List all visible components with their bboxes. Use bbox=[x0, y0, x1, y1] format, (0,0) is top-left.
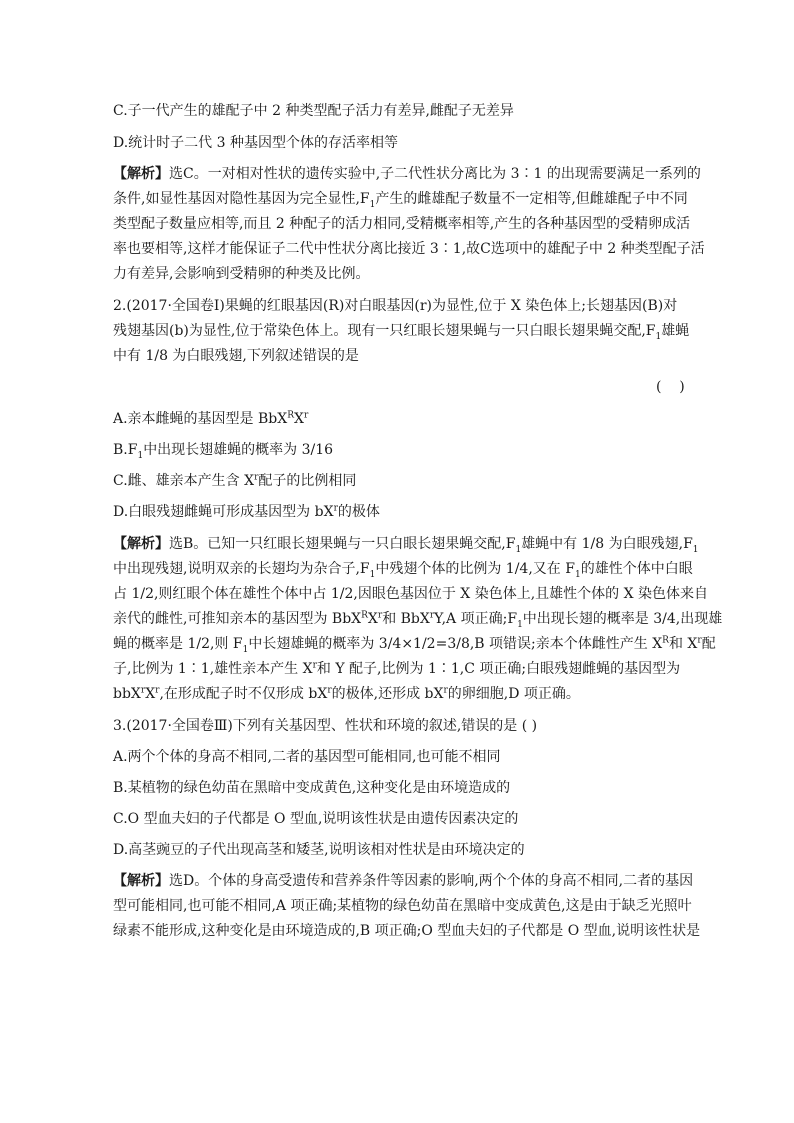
q3-analysis-line: 型可能相同,也可能不相同,A 项正确;某植物的绿色幼苗在黑暗中变成黄色,这是由于缺乏光照叶 bbox=[113, 898, 692, 914]
subscript: 1 bbox=[517, 619, 523, 630]
stem-text: 雄蝇 bbox=[661, 323, 690, 339]
analysis-text: 和 BbX bbox=[382, 611, 430, 627]
analysis-text: 中出现长翅的概率是 3/4,出现雄 bbox=[522, 611, 723, 627]
superscript: r bbox=[697, 635, 702, 646]
q2-analysis-line bbox=[113, 659, 713, 679]
q2-analysis-line bbox=[113, 684, 713, 704]
analysis-text: 的雄性个体中白眼 bbox=[580, 561, 693, 577]
q2-analysis-line bbox=[113, 559, 713, 579]
analysis-text: 选C。一对相对性状的遗传实验中,子二代性状分离比为 3∶1 的出现需要满足一系列的 bbox=[169, 166, 701, 182]
analysis-text: 亲代的雌性,可推知亲本的基因型为 BbX bbox=[113, 611, 362, 627]
superscript: r bbox=[155, 685, 160, 696]
q2-option-c[interactable] bbox=[113, 471, 713, 491]
q1-analysis-line: 力有差异,会影响到受精卵的种类及比例。 bbox=[113, 266, 370, 282]
subscript: 1 bbox=[655, 331, 662, 342]
q2-option-a[interactable] bbox=[113, 409, 713, 429]
analysis-text: 选D。个体的身高受遗传和营养条件等因素的影响,两个个体的身高不相同,二者的基因 bbox=[169, 873, 694, 889]
option-text: D.白眼残翅雌蝇可形成基因型为 bX bbox=[113, 504, 334, 520]
analysis-text: 中出现残翅,说明双亲的长翅均为杂合子,F bbox=[113, 561, 370, 577]
analysis-text: 蝇的概率是 1/2,则 F bbox=[113, 636, 243, 652]
superscript: r bbox=[254, 472, 259, 483]
q3-option-a[interactable]: A.两个个体的身高不相同,二者的基因型可能相同,也可能不相同 bbox=[113, 749, 501, 765]
q3-option-c[interactable]: C.O 型血夫妇的子代都是 O 型血,说明该性状是由遗传因素决定的 bbox=[113, 811, 519, 827]
q2-analysis-line bbox=[113, 634, 716, 655]
q3-stem: 3.(2017·全国卷Ⅲ)下列有关基因型、性状和环境的叙述,错误的是 ( ) bbox=[113, 718, 538, 734]
q2-analysis-line: 占 1/2,则红眼个体在雄性个体中占 1/2,因眼色基因位于 X 染色体上,且雄性个体的 X 染色体来自 bbox=[113, 586, 709, 602]
subscript: 1 bbox=[692, 544, 699, 555]
option-text: 中出现长翅雄蝇的概率为 3/16 bbox=[143, 442, 334, 458]
analysis-text: 产生的雌雄配子数量不一定相等,但雌雄配子中不同 bbox=[375, 191, 688, 207]
subscript: 1 bbox=[369, 569, 376, 580]
analysis-tag: 【解析】 bbox=[113, 873, 169, 889]
analysis-text: 条件,如显性基因对隐性基因为完全显性,F bbox=[113, 191, 370, 207]
q2-stem-line bbox=[113, 321, 713, 341]
analysis-text: 选B。已知一只红眼长翅果蝇与一只白眼长翅果蝇交配,F bbox=[169, 536, 516, 552]
option-text: A.亲本雌蝇的基因型是 BbX bbox=[113, 411, 288, 427]
answer-blank[interactable]: ( ) bbox=[656, 379, 685, 395]
superscript: R bbox=[662, 635, 669, 646]
analysis-text: 的极体,还形成 bX bbox=[331, 686, 444, 702]
subscript: 1 bbox=[137, 450, 144, 461]
q3-analysis-line: 绿素不能形成,这种变化是由环境造成的,B 项正确;O 型血夫妇的子代都是 O 型血,说明该性状是 bbox=[113, 923, 701, 939]
analysis-text: X bbox=[367, 611, 378, 627]
superscript: r bbox=[140, 685, 146, 696]
q1-analysis-line bbox=[113, 189, 713, 209]
q2-stem-line: 2.(2017·全国卷Ⅰ)果蝇的红眼基因(R)对白眼基因(r)为显性,位于 X 染色体上;长翅基因(B)对 bbox=[113, 298, 678, 314]
option-text: 配子的比例相同 bbox=[258, 473, 357, 489]
q3-option-b[interactable]: B.某植物的绿色幼苗在黑暗中变成黄色,这种变化是由环境造成的 bbox=[113, 780, 511, 796]
superscript: R bbox=[361, 610, 368, 621]
analysis-text: X bbox=[145, 686, 156, 702]
superscript: r bbox=[333, 503, 338, 514]
option-text: 的极体 bbox=[337, 504, 380, 520]
q3-analysis-line bbox=[113, 871, 713, 891]
analysis-text: Y,A 项正确;F bbox=[434, 611, 518, 627]
superscript: r bbox=[377, 610, 383, 621]
q1-analysis-line bbox=[113, 164, 713, 184]
superscript: r bbox=[443, 685, 448, 696]
subscript: 1 bbox=[574, 569, 581, 580]
subscript: 1 bbox=[515, 544, 522, 555]
option-text: X bbox=[294, 411, 304, 427]
superscript: r bbox=[303, 410, 309, 421]
subscript: 1 bbox=[242, 644, 249, 655]
analysis-text: 和 Y 配子,比例为 1∶1,C 项正确;白眼残翅雌蝇的基因型为 bbox=[316, 661, 681, 677]
analysis-text: 中长翅雄蝇的概率为 3/4×1/2=3/8,B 项错误;亲本个体雌性产生 X bbox=[248, 636, 663, 652]
q2-analysis-line bbox=[113, 609, 723, 630]
analysis-text: 子,比例为 1∶1,雄性亲本产生 X bbox=[113, 661, 313, 677]
superscript: r bbox=[429, 610, 435, 621]
analysis-text: 配 bbox=[701, 636, 716, 652]
analysis-text: 中残翅个体的比例为 1/4,又在 F bbox=[375, 561, 575, 577]
superscript: R bbox=[287, 410, 295, 421]
analysis-text: 的卵细胞,D 项正确。 bbox=[447, 686, 580, 702]
superscript: r bbox=[327, 685, 332, 696]
analysis-text: 和 X bbox=[668, 636, 698, 652]
analysis-tag: 【解析】 bbox=[113, 166, 169, 182]
analysis-text: bbX bbox=[113, 686, 141, 702]
subscript: 1 bbox=[369, 199, 376, 210]
analysis-text: ,在形成配子时不仅形成 bX bbox=[159, 686, 328, 702]
analysis-tag: 【解析】 bbox=[113, 536, 169, 552]
option-text: B.F bbox=[113, 442, 138, 458]
analysis-text: 雄蝇中有 1/8 为白眼残翅,F bbox=[521, 536, 693, 552]
q1-option-c[interactable]: C.子一代产生的雄配子中 2 种类型配子活力有差异,雌配子无差异 bbox=[113, 103, 514, 119]
q2-option-b[interactable] bbox=[113, 440, 713, 460]
q1-option-d[interactable]: D.统计时子二代 3 种基因型个体的存活率相等 bbox=[113, 135, 398, 151]
q1-analysis-line: 率也要相等,这样才能保证子二代中性状分离比接近 3∶1,故C选项中的雄配子中 2 种类型配子活 bbox=[113, 241, 705, 257]
q2-analysis-line bbox=[113, 534, 713, 554]
q2-stem-line: 中有 1/8 为白眼残翅,下列叙述错误的是 bbox=[113, 348, 359, 364]
option-text: C.雌、雄亲本产生含 X bbox=[113, 473, 255, 489]
q3-option-d[interactable]: D.高茎豌豆的子代出现高茎和矮茎,说明该相对性状是由环境决定的 bbox=[113, 842, 525, 858]
q2-option-d[interactable] bbox=[113, 502, 713, 522]
stem-text: 残翅基因(b)为显性,位于常染色体上。现有一只红眼长翅果蝇与一只白眼长翅果蝇交配,F bbox=[113, 323, 656, 339]
superscript: r bbox=[312, 660, 317, 671]
q1-analysis-line: 类型配子数量应相等,而且 2 种配子的活力相同,受精概率相等,产生的各种基因型的受精卵成活 bbox=[113, 216, 691, 232]
